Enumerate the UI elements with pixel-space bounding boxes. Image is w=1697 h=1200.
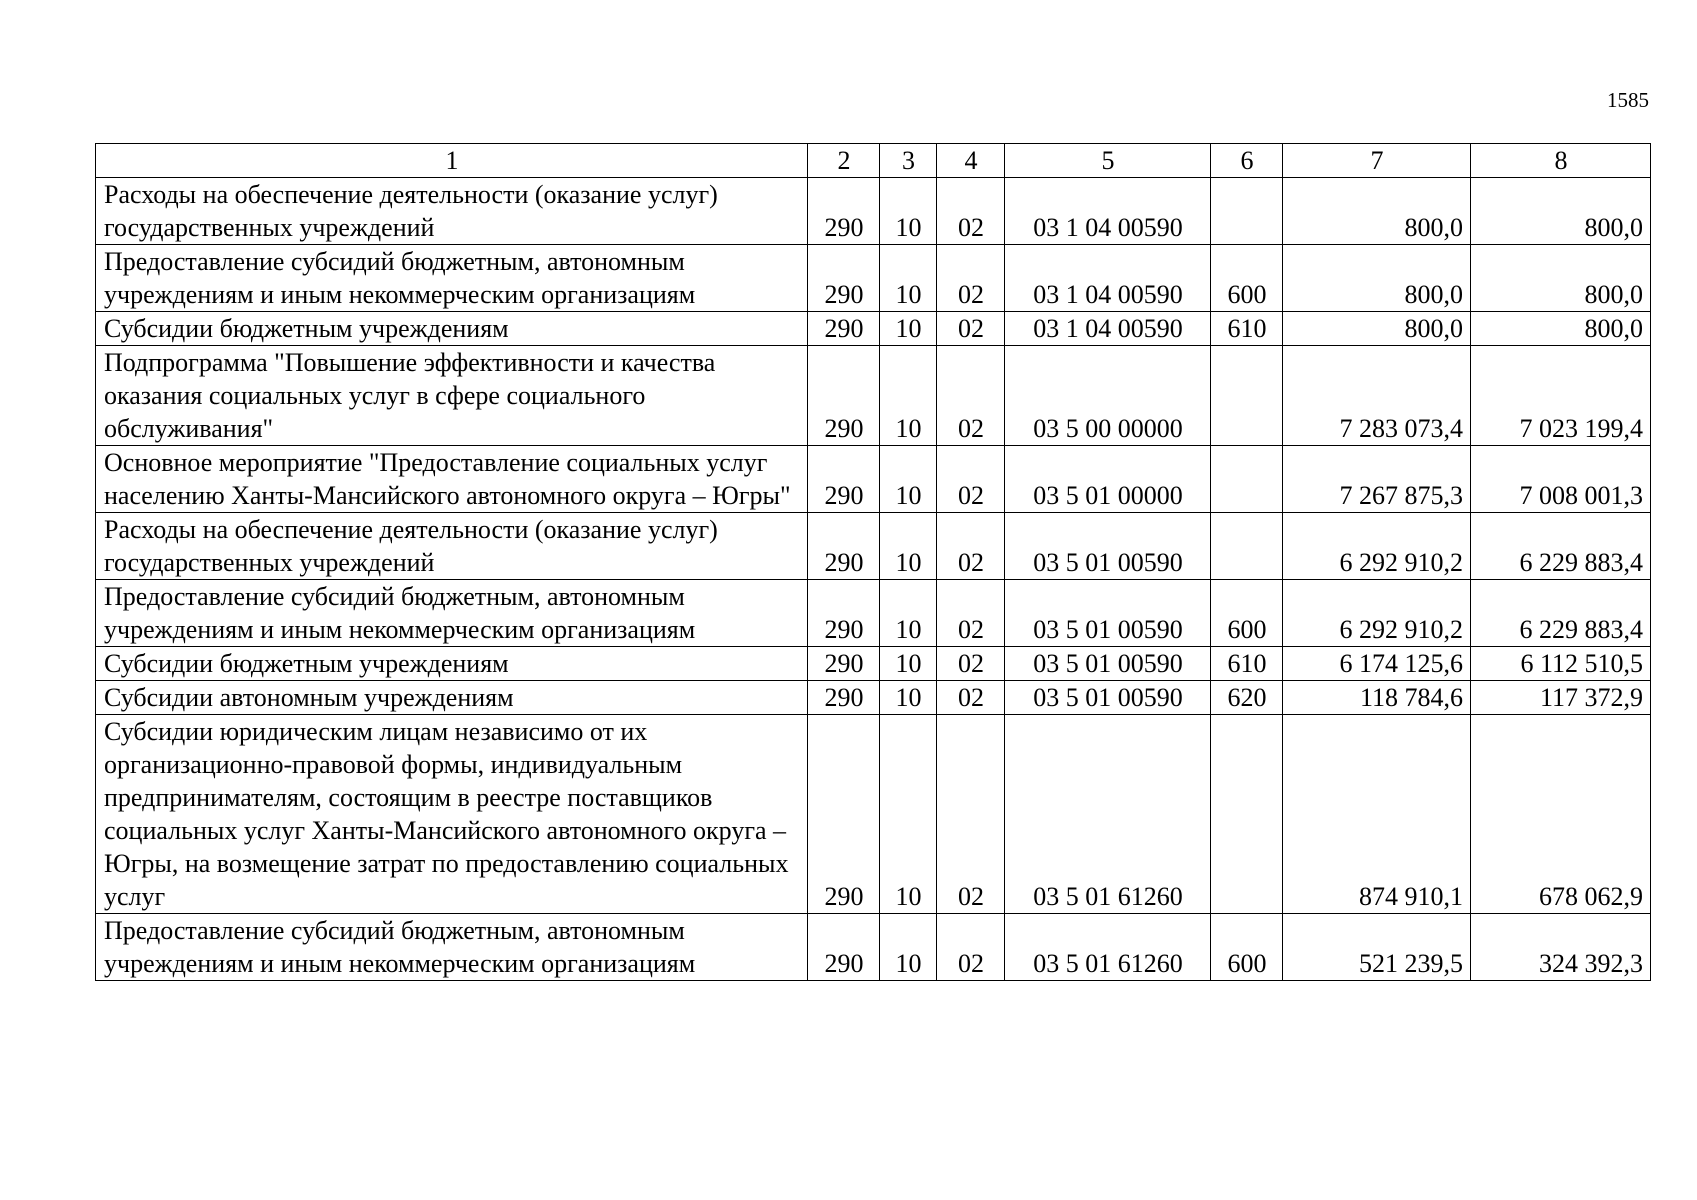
col-header-5: 5 [1005, 144, 1211, 178]
header-row [96, 144, 1651, 178]
cell-c8: 7 008 001,3 [1471, 446, 1651, 513]
cell-c8: 6 112 510,5 [1471, 647, 1651, 681]
cell-c4: 02 [937, 681, 1005, 715]
cell-c5: 03 5 01 61260 [1005, 914, 1211, 981]
cell-c2: 290 [808, 715, 880, 914]
cell-c8: 800,0 [1471, 178, 1651, 245]
cell-c6: 610 [1211, 647, 1283, 681]
cell-c3: 10 [880, 245, 937, 312]
row-name: Расходы на обеспечение деятельности (оказание услуг) государственных учреждений [96, 178, 808, 245]
cell-c5: 03 5 01 00590 [1005, 681, 1211, 715]
cell-c6: 610 [1211, 312, 1283, 346]
cell-c7: 800,0 [1283, 245, 1471, 312]
cell-c7: 7 283 073,4 [1283, 346, 1471, 446]
cell-c5: 03 5 01 00590 [1005, 580, 1211, 647]
cell-c4: 02 [937, 178, 1005, 245]
cell-c4: 02 [937, 346, 1005, 446]
budget-table [95, 143, 1651, 981]
cell-c7: 6 292 910,2 [1283, 580, 1471, 647]
row-name: Субсидии автономным учреждениям [96, 681, 808, 715]
table-row [96, 245, 1651, 312]
cell-c4: 02 [937, 446, 1005, 513]
cell-c6 [1211, 715, 1283, 914]
cell-c5: 03 1 04 00590 [1005, 178, 1211, 245]
row-name: Субсидии бюджетным учреждениям [96, 312, 808, 346]
row-name: Подпрограмма "Повышение эффективности и качества оказания социальных услуг в сфере социального обслуживания" [96, 346, 808, 446]
cell-c8: 324 392,3 [1471, 914, 1651, 981]
cell-c6: 620 [1211, 681, 1283, 715]
cell-c5: 03 5 01 61260 [1005, 715, 1211, 914]
cell-c3: 10 [880, 681, 937, 715]
cell-c3: 10 [880, 580, 937, 647]
cell-c3: 10 [880, 312, 937, 346]
cell-c6 [1211, 346, 1283, 446]
row-name: Субсидии бюджетным учреждениям [96, 647, 808, 681]
cell-c4: 02 [937, 580, 1005, 647]
cell-c4: 02 [937, 647, 1005, 681]
table-row [96, 178, 1651, 245]
row-name: Субсидии юридическим лицам независимо от их организационно-правовой формы, индивидуальным предпринимателям, состоящим в реестре поставщиков социальных услуг Ханты-Мансийского автономного округа – Югры, на возмещение затрат по предоставлению социальных услуг [96, 715, 808, 914]
cell-c4: 02 [937, 513, 1005, 580]
cell-c7: 521 239,5 [1283, 914, 1471, 981]
table-row [96, 647, 1651, 681]
cell-c2: 290 [808, 312, 880, 346]
cell-c7: 7 267 875,3 [1283, 446, 1471, 513]
row-name: Предоставление субсидий бюджетным, автономным учреждениям и иным некоммерческим организациям [96, 580, 808, 647]
cell-c7: 800,0 [1283, 312, 1471, 346]
table-row [96, 446, 1651, 513]
col-header-6: 6 [1211, 144, 1283, 178]
cell-c2: 290 [808, 580, 880, 647]
cell-c3: 10 [880, 446, 937, 513]
table-row [96, 513, 1651, 580]
cell-c3: 10 [880, 513, 937, 580]
cell-c2: 290 [808, 513, 880, 580]
col-header-4: 4 [937, 144, 1005, 178]
table-row [96, 346, 1651, 446]
col-header-8: 8 [1471, 144, 1651, 178]
col-header-2: 2 [808, 144, 880, 178]
cell-c4: 02 [937, 245, 1005, 312]
table-row [96, 715, 1651, 914]
cell-c5: 03 5 00 00000 [1005, 346, 1211, 446]
cell-c6 [1211, 513, 1283, 580]
cell-c8: 6 229 883,4 [1471, 513, 1651, 580]
cell-c3: 10 [880, 346, 937, 446]
cell-c6: 600 [1211, 580, 1283, 647]
table-row [96, 312, 1651, 346]
cell-c3: 10 [880, 647, 937, 681]
cell-c4: 02 [937, 715, 1005, 914]
row-name: Расходы на обеспечение деятельности (оказание услуг) государственных учреждений [96, 513, 808, 580]
cell-c8: 7 023 199,4 [1471, 346, 1651, 446]
cell-c3: 10 [880, 914, 937, 981]
cell-c8: 678 062,9 [1471, 715, 1651, 914]
col-header-1: 1 [96, 144, 808, 178]
cell-c3: 10 [880, 178, 937, 245]
cell-c4: 02 [937, 914, 1005, 981]
cell-c2: 290 [808, 681, 880, 715]
cell-c6: 600 [1211, 914, 1283, 981]
cell-c6 [1211, 446, 1283, 513]
cell-c7: 6 292 910,2 [1283, 513, 1471, 580]
col-header-3: 3 [880, 144, 937, 178]
cell-c5: 03 5 01 00590 [1005, 647, 1211, 681]
table-row [96, 914, 1651, 981]
row-name: Предоставление субсидий бюджетным, автономным учреждениям и иным некоммерческим организациям [96, 914, 808, 981]
cell-c7: 118 784,6 [1283, 681, 1471, 715]
cell-c2: 290 [808, 446, 880, 513]
table-row [96, 681, 1651, 715]
cell-c6: 600 [1211, 245, 1283, 312]
cell-c2: 290 [808, 914, 880, 981]
cell-c7: 6 174 125,6 [1283, 647, 1471, 681]
page-number: 1585 [1607, 88, 1649, 112]
cell-c2: 290 [808, 178, 880, 245]
cell-c8: 117 372,9 [1471, 681, 1651, 715]
cell-c8: 800,0 [1471, 245, 1651, 312]
table-row [96, 580, 1651, 647]
cell-c2: 290 [808, 647, 880, 681]
cell-c6 [1211, 178, 1283, 245]
row-name: Предоставление субсидий бюджетным, автономным учреждениям и иным некоммерческим организациям [96, 245, 808, 312]
row-name: Основное мероприятие "Предоставление социальных услуг населению Ханты-Мансийского автономного округа – Югры" [96, 446, 808, 513]
cell-c5: 03 1 04 00590 [1005, 312, 1211, 346]
col-header-7: 7 [1283, 144, 1471, 178]
cell-c2: 290 [808, 245, 880, 312]
cell-c5: 03 5 01 00590 [1005, 513, 1211, 580]
cell-c8: 6 229 883,4 [1471, 580, 1651, 647]
cell-c2: 290 [808, 346, 880, 446]
cell-c8: 800,0 [1471, 312, 1651, 346]
cell-c4: 02 [937, 312, 1005, 346]
cell-c5: 03 5 01 00000 [1005, 446, 1211, 513]
cell-c7: 874 910,1 [1283, 715, 1471, 914]
cell-c3: 10 [880, 715, 937, 914]
cell-c5: 03 1 04 00590 [1005, 245, 1211, 312]
cell-c7: 800,0 [1283, 178, 1471, 245]
